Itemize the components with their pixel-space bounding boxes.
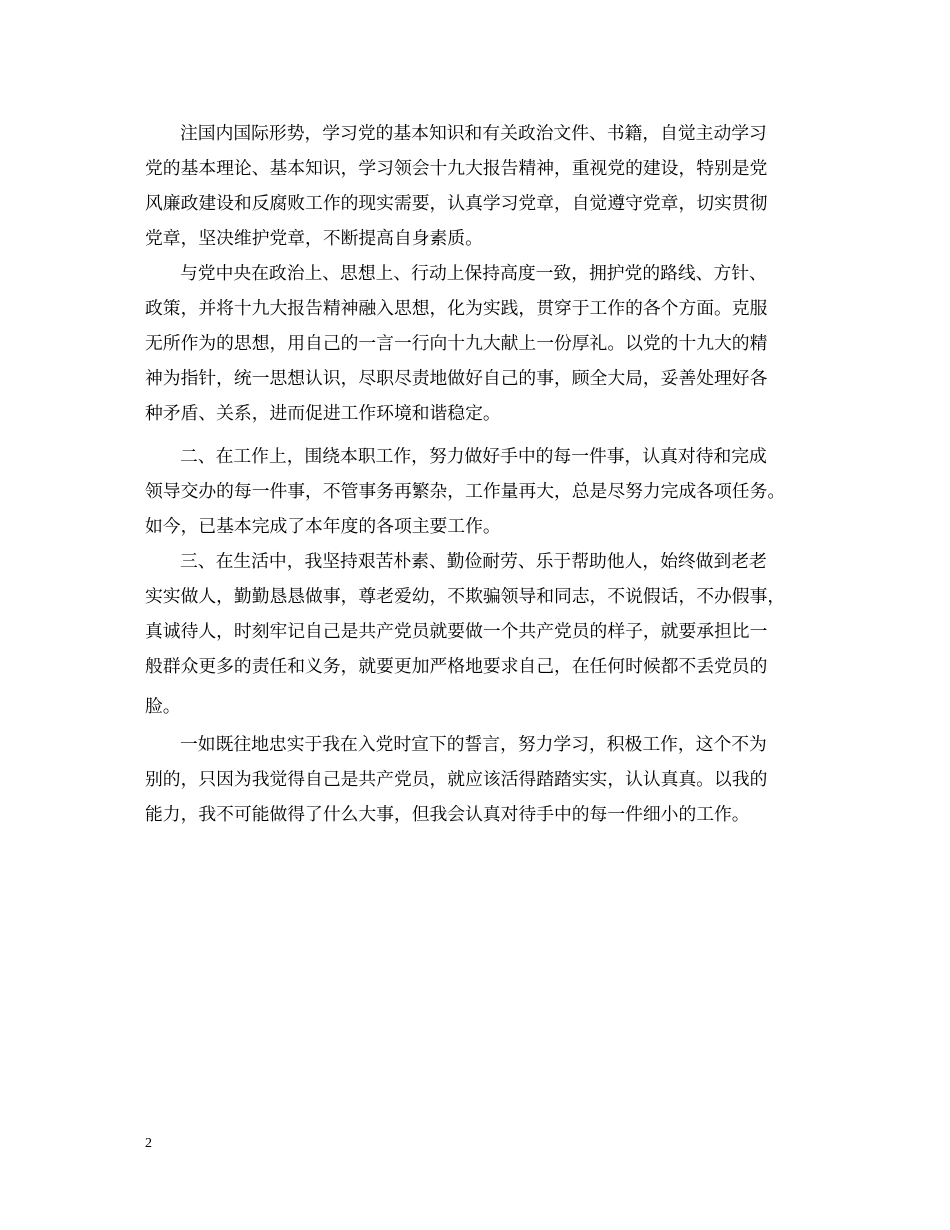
body-text-line: 二、在工作上，围绕本职工作，努力做好手中的每一件事，认真对待和完成 — [180, 446, 767, 467]
body-text-line: 政策，并将十九大报告精神融入思想，化为实践，贯穿于工作的各个方面。克服 — [145, 298, 768, 319]
body-text-line: 三、在生活中，我坚持艰苦朴素、勤俭耐劳、乐于帮助他人，始终做到老老 — [180, 551, 767, 572]
body-text-line: 党章，坚决维护党章，不断提高自身素质。 — [145, 228, 483, 249]
body-text-line: 一如既往地忠实于我在入党时宣下的誓言，努力学习，积极工作，这个不为 — [180, 734, 767, 755]
body-text-line: 与党中央在政治上、思想上、行动上保持高度一致，拥护党的路线、方针、 — [180, 263, 767, 284]
body-text-line: 领导交办的每一件事，不管事务再繁杂，工作量再大，总是尽努力完成各项任务。 — [145, 481, 786, 502]
body-text-line: 无所作为的思想，用自己的一言一行向十九大献上一份厚礼。以党的十九大的精 — [145, 333, 768, 354]
body-text-line: 别的，只因为我觉得自己是共产党员，就应该活得踏踏实实，认认真真。以我的 — [145, 769, 768, 790]
page-number: 2 — [145, 1136, 152, 1151]
body-text-line: 能力，我不可能做得了什么大事，但我会认真对待手中的每一件细小的工作。 — [145, 804, 750, 825]
body-text-line: 神为指针，统一思想认识，尽职尽责地做好自己的事，顾全大局，妥善处理好各 — [145, 368, 768, 389]
body-text-line: 风廉政建设和反腐败工作的现实需要，认真学习党章，自觉遵守党章，切实贯彻 — [145, 193, 768, 214]
body-text-line: 注国内国际形势，学习党的基本知识和有关政治文件、书籍，自觉主动学习 — [180, 123, 767, 144]
body-text-line: 种矛盾、关系，进而促进工作环境和谐稳定。 — [145, 403, 501, 424]
body-text-line: 党的基本理论、基本知识，学习领会十九大报告精神，重视党的建设，特别是党 — [145, 158, 768, 179]
body-text-line: 般群众更多的责任和义务，就要更加严格地要求自己，在任何时候都不丢党员的 — [145, 656, 768, 677]
body-text-line: 实实做人，勤勤恳恳做事，尊老爱幼，不欺骗领导和同志，不说假话，不办假事， — [145, 586, 786, 607]
body-text-line: 如今，已基本完成了本年度的各项主要工作。 — [145, 516, 501, 537]
body-text-line: 真诚待人，时刻牢记自己是共产党员就要做一个共产党员的样子，就要承担比一 — [145, 621, 768, 642]
body-text-line: 脸。 — [145, 696, 181, 717]
